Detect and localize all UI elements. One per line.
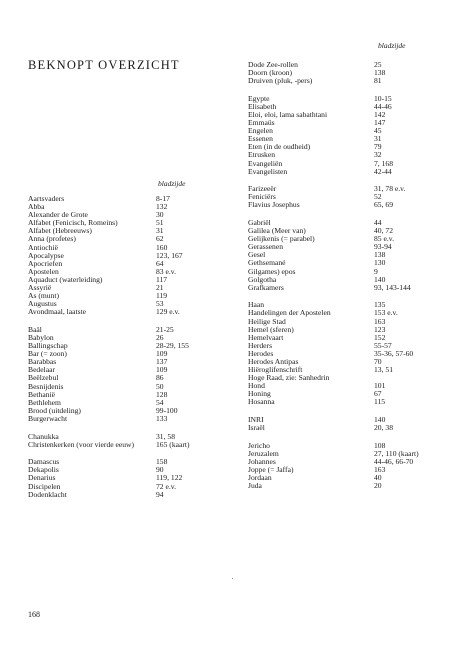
index-term: Druiven (pluk, -pers)	[248, 77, 313, 86]
index-page-ref: 54	[156, 397, 164, 407]
index-term: Joppe (= Jaffa)	[248, 466, 294, 475]
index-page-ref: 165 (kaart)	[156, 439, 190, 449]
index-entry	[248, 227, 448, 235]
index-entry	[28, 491, 233, 499]
index-page-ref: 44	[374, 218, 382, 227]
index-term: Antiochië	[28, 243, 58, 252]
index-page-ref: 101	[374, 381, 386, 391]
index-entry	[28, 358, 233, 366]
index-entry	[248, 111, 448, 119]
index-page-ref: 67	[374, 389, 382, 399]
index-entry	[28, 391, 233, 399]
index-page-ref: 153 e.v.	[374, 308, 398, 318]
index-page-ref: 21-25	[156, 324, 174, 334]
index-entry	[28, 483, 233, 491]
index-term: Barabbas	[28, 358, 57, 367]
index-group	[248, 442, 448, 491]
index-term: Handelingen der Apostelen	[248, 309, 331, 318]
index-page-ref: 147	[374, 118, 386, 128]
index-term: Apostelen	[28, 267, 59, 276]
index-page-ref: 35-36, 57-60	[374, 348, 414, 358]
index-term: Honing	[248, 390, 271, 399]
index-page-ref: 52	[374, 192, 382, 202]
index-entry	[248, 374, 448, 382]
index-term: Hosanna	[248, 398, 275, 407]
index-term: Apocriefen	[28, 259, 63, 268]
index-page-ref: 83 e.v.	[156, 266, 176, 276]
index-entry	[28, 292, 233, 300]
index-entry	[248, 390, 448, 398]
index-term: Chanukka	[28, 432, 59, 441]
print-dot	[232, 578, 233, 579]
index-term: Bar (= zoon)	[28, 350, 67, 359]
index-page-ref: 132	[156, 202, 168, 212]
index-term: Herodes	[248, 349, 274, 358]
index-page-ref: 119, 122	[156, 473, 183, 483]
index-term: Evangelisten	[248, 167, 288, 176]
index-entry	[248, 334, 448, 342]
index-entry	[248, 318, 448, 326]
index-term: Bedelaar	[28, 366, 55, 375]
index-term: Ballingschap	[28, 342, 68, 351]
index-entry	[28, 219, 233, 227]
index-entry	[28, 308, 233, 316]
index-entry	[28, 300, 233, 308]
index-page-ref: 160	[156, 242, 168, 252]
index-page-ref: 44-46, 66-70	[374, 456, 414, 466]
index-entry	[248, 151, 448, 159]
index-term: Johannes	[248, 457, 276, 466]
index-term: Eten (in de oudheid)	[248, 143, 311, 152]
index-entry	[248, 259, 448, 267]
index-page-ref: 42-44	[374, 166, 392, 176]
index-term: Besnijdenis	[28, 382, 64, 391]
index-entry	[248, 309, 448, 317]
index-term: Engelen	[248, 127, 273, 136]
index-term: Gabriël	[248, 219, 271, 227]
index-term: Dodenklacht	[28, 490, 67, 499]
index-term: Golgotha	[248, 275, 277, 284]
index-page-ref: 133	[156, 413, 168, 423]
index-entry	[248, 301, 448, 309]
index-page-ref: 13, 51	[374, 365, 393, 375]
index-entry	[28, 252, 233, 260]
index-entry	[248, 119, 448, 127]
index-term: As (munt)	[28, 292, 60, 301]
index-term: INRI	[248, 416, 264, 425]
index-entry	[248, 326, 448, 334]
index-entry	[248, 160, 448, 168]
index-page-ref: 123	[374, 324, 386, 334]
index-term: Farizeeër	[248, 185, 277, 194]
index-page-ref: 140	[374, 415, 386, 425]
index-entry	[248, 458, 448, 466]
index-page-ref: 85 e.v.	[374, 234, 394, 244]
index-group	[248, 95, 448, 176]
index-group	[28, 326, 233, 423]
index-term: Essenen	[248, 135, 273, 144]
index-page-ref: 152	[374, 332, 386, 342]
index-term: Denarius	[28, 474, 56, 483]
index-term: Alexander de Grote	[28, 211, 88, 220]
index-term: Anna (profetes)	[28, 235, 76, 244]
index-group	[28, 458, 233, 498]
index-page-ref: 55-57	[374, 340, 392, 350]
index-left-column	[28, 195, 233, 508]
index-page-ref: 119	[156, 291, 168, 301]
index-page-ref: 70	[374, 357, 382, 366]
index-entry	[28, 350, 233, 358]
index-page-ref: 109	[156, 349, 168, 359]
index-term: Babylon	[28, 334, 54, 342]
page-title: BEKNOPT OVERZICHT	[28, 58, 180, 72]
index-term: Avondmaal, laatste	[28, 308, 87, 317]
index-entry	[28, 458, 233, 466]
index-entry	[248, 482, 448, 490]
page-column-header: bladzijde	[378, 41, 406, 50]
index-group	[248, 301, 448, 406]
index-page-ref: 53	[156, 299, 164, 309]
index-page-ref: 21	[156, 283, 164, 293]
index-entry	[28, 227, 233, 235]
index-term: Beëlzebul	[28, 374, 59, 383]
index-term: Hoge Raad, zie: Sanhedrin	[248, 374, 330, 383]
index-page-ref: 130	[374, 258, 386, 268]
index-page-ref: 93, 143-144	[374, 282, 411, 292]
index-entry	[248, 342, 448, 350]
index-page-ref: 31	[374, 134, 382, 144]
index-entry	[248, 219, 448, 227]
index-entry	[248, 450, 448, 458]
index-term: Hiëroglifenschrift	[248, 366, 303, 375]
index-page-ref: 30	[156, 210, 164, 220]
left-column-header: bladzijde	[158, 179, 186, 188]
index-group	[28, 195, 233, 316]
index-entry	[248, 466, 448, 474]
index-term: Dekapolis	[28, 466, 59, 475]
index-entry	[28, 374, 233, 382]
index-term: Herodes Antipas	[248, 358, 299, 366]
index-entry	[28, 244, 233, 252]
index-term: Haan	[248, 301, 265, 310]
index-entry	[248, 235, 448, 243]
index-entry	[28, 466, 233, 474]
index-page-ref: 27, 110 (kaart)	[374, 448, 419, 458]
index-page-ref: 40, 72	[374, 226, 393, 236]
index-term: Doorn (kroon)	[248, 69, 293, 78]
index-term: Jeruzalem	[248, 449, 279, 458]
index-term: Heilige Stad	[248, 317, 286, 326]
index-page-ref: 28-29, 155	[156, 341, 189, 351]
index-term: Christenkerken (voor vierde eeuw)	[28, 440, 135, 449]
index-page-ref: 51	[156, 218, 164, 228]
index-entry	[28, 415, 233, 423]
index-term: Jericho	[248, 441, 270, 450]
index-group	[248, 185, 448, 209]
index-page-ref: 9	[374, 266, 378, 276]
index-page-ref: 31, 58	[156, 431, 175, 441]
index-entry	[28, 383, 233, 391]
index-entry	[248, 103, 448, 111]
index-entry	[248, 185, 448, 193]
index-entry	[248, 69, 448, 77]
index-entry	[248, 358, 448, 366]
index-page-ref: 81	[374, 76, 382, 86]
index-page-ref: 135	[374, 300, 386, 310]
index-term: Alfabet (Fenicisch, Romeins)	[28, 219, 118, 228]
index-page-ref: 79	[374, 142, 382, 152]
index-page-ref: 50	[156, 381, 164, 391]
index-term: Dode Zee-rollen	[248, 61, 298, 69]
index-group	[248, 416, 448, 432]
index-entry	[28, 235, 233, 243]
index-page-ref: 115	[374, 397, 386, 407]
index-page-ref: 138	[374, 250, 386, 260]
index-page-ref: 93-94	[374, 242, 392, 252]
index-entry	[248, 474, 448, 482]
index-entry	[248, 201, 448, 209]
index-entry	[28, 334, 233, 342]
index-term: Emmaüs	[248, 119, 275, 128]
index-page-ref: 72 e.v.	[156, 481, 176, 491]
index-page-ref: 10-15	[374, 93, 392, 103]
page-number: 168	[28, 610, 40, 619]
index-page-ref: 64	[156, 258, 164, 268]
index-entry	[28, 326, 233, 334]
index-page-ref: 142	[374, 109, 386, 119]
index-term: Gerassenen	[248, 243, 283, 252]
index-term: Evangeliën	[248, 159, 283, 168]
index-entry	[248, 243, 448, 251]
index-page-ref: 86	[156, 373, 164, 383]
index-page-ref: 31, 78 e.v.	[374, 184, 406, 194]
index-page-ref: 117	[156, 274, 168, 284]
index-entry	[28, 342, 233, 350]
index-entry	[28, 203, 233, 211]
index-term: Aquaduct (waterleiding)	[28, 275, 103, 284]
index-entry	[248, 143, 448, 151]
index-page-ref: 8-17	[156, 194, 170, 203]
index-entry	[28, 441, 233, 449]
index-term: Damascus	[28, 458, 60, 467]
index-term: Gelijkenis (= parabel)	[248, 235, 315, 244]
index-entry	[248, 77, 448, 85]
index-entry	[28, 276, 233, 284]
index-entry	[28, 433, 233, 441]
index-entry	[28, 366, 233, 374]
index-term: Burgerwacht	[28, 414, 68, 423]
index-right-column	[248, 61, 448, 500]
index-page-ref: 138	[374, 68, 386, 78]
index-page-ref: 108	[374, 440, 386, 450]
index-term: Galilea (Meer van)	[248, 227, 306, 236]
index-page-ref: 140	[374, 274, 386, 284]
index-page-ref: 45	[374, 126, 382, 136]
index-term: Juda	[248, 482, 262, 491]
index-term: Gilgames) epos	[248, 267, 296, 276]
index-page-ref: 90	[156, 465, 164, 475]
index-page-ref: 137	[156, 357, 168, 367]
index-term: Aartsvaders	[28, 195, 65, 203]
index-page-ref: 163	[374, 465, 386, 475]
index-page-ref	[374, 374, 448, 382]
index-page-ref: 99-100	[156, 405, 178, 415]
index-term: Eloi, eloi, lama sabathtani	[248, 110, 328, 119]
index-page-ref: 7, 168	[374, 158, 393, 168]
index-entry	[248, 276, 448, 284]
index-entry	[28, 260, 233, 268]
index-term: Hond	[248, 382, 265, 391]
index-entry	[248, 382, 448, 390]
index-term: Etrusken	[248, 151, 275, 160]
index-entry	[28, 399, 233, 407]
index-page-ref: 158	[156, 457, 168, 467]
index-term: Herders	[248, 341, 273, 350]
index-entry	[248, 95, 448, 103]
index-page-ref: 128	[156, 389, 168, 399]
index-term: Israël	[248, 424, 265, 433]
index-group	[248, 61, 448, 85]
index-page-ref: 26	[156, 333, 164, 342]
index-page-ref: 32	[374, 150, 382, 160]
index-entry	[28, 268, 233, 276]
index-page-ref: 44-46	[374, 101, 392, 111]
index-entry	[248, 61, 448, 69]
index-term: Assyrië	[28, 284, 52, 293]
index-entry	[28, 474, 233, 482]
index-entry	[28, 407, 233, 415]
index-page-ref: 65, 69	[374, 200, 393, 210]
index-page-ref: 20, 38	[374, 423, 393, 433]
index-entry	[248, 398, 448, 406]
index-page-ref: 94	[156, 489, 164, 499]
index-entry	[28, 195, 233, 203]
index-term: Gesel	[248, 251, 266, 260]
index-term: Feniciërs	[248, 193, 276, 202]
index-entry	[248, 193, 448, 201]
index-term: Flavius Josephus	[248, 201, 300, 210]
index-entry	[28, 211, 233, 219]
index-entry	[248, 416, 448, 424]
index-entry	[248, 251, 448, 259]
index-page-ref: 62	[156, 234, 164, 244]
index-term: Apocalypse	[28, 251, 64, 260]
index-term: Bethlehem	[28, 398, 61, 407]
index-entry	[28, 284, 233, 292]
index-term: Discipelen	[28, 482, 61, 491]
index-page-ref: 109	[156, 365, 168, 375]
index-page-ref: 25	[374, 60, 382, 69]
index-term: Gethsemané	[248, 259, 286, 268]
index-entry	[248, 424, 448, 432]
index-entry	[248, 268, 448, 276]
index-term: Brood (uitdeling)	[28, 406, 81, 415]
index-term: Elisabeth	[248, 102, 277, 111]
index-term: Hemelvaart	[248, 333, 284, 342]
index-entry	[248, 284, 448, 292]
index-entry	[248, 350, 448, 358]
index-page-ref: 129 e.v.	[156, 307, 180, 317]
index-term: Jordaan	[248, 474, 272, 483]
index-term: Bethanië	[28, 390, 55, 399]
index-page-ref: 31	[156, 226, 164, 236]
index-term: Baäl	[28, 325, 42, 334]
index-page-ref: 40	[374, 473, 382, 483]
index-page-ref: 123, 167	[156, 250, 183, 260]
index-entry	[248, 127, 448, 135]
index-term: Egypte	[248, 94, 270, 103]
index-entry	[248, 135, 448, 143]
index-page-ref: 20	[374, 481, 382, 491]
index-term: Grafkamers	[248, 283, 284, 292]
index-term: Augustus	[28, 300, 57, 309]
index-term: Abba	[28, 203, 45, 212]
index-entry	[248, 168, 448, 176]
index-page-ref: 163	[374, 316, 386, 326]
index-entry	[248, 366, 448, 374]
index-term: Alfabet (Hebreeuws)	[28, 227, 92, 236]
index-group	[248, 219, 448, 292]
index-group	[28, 433, 233, 449]
index-term: Hemel (sferen)	[248, 325, 294, 334]
